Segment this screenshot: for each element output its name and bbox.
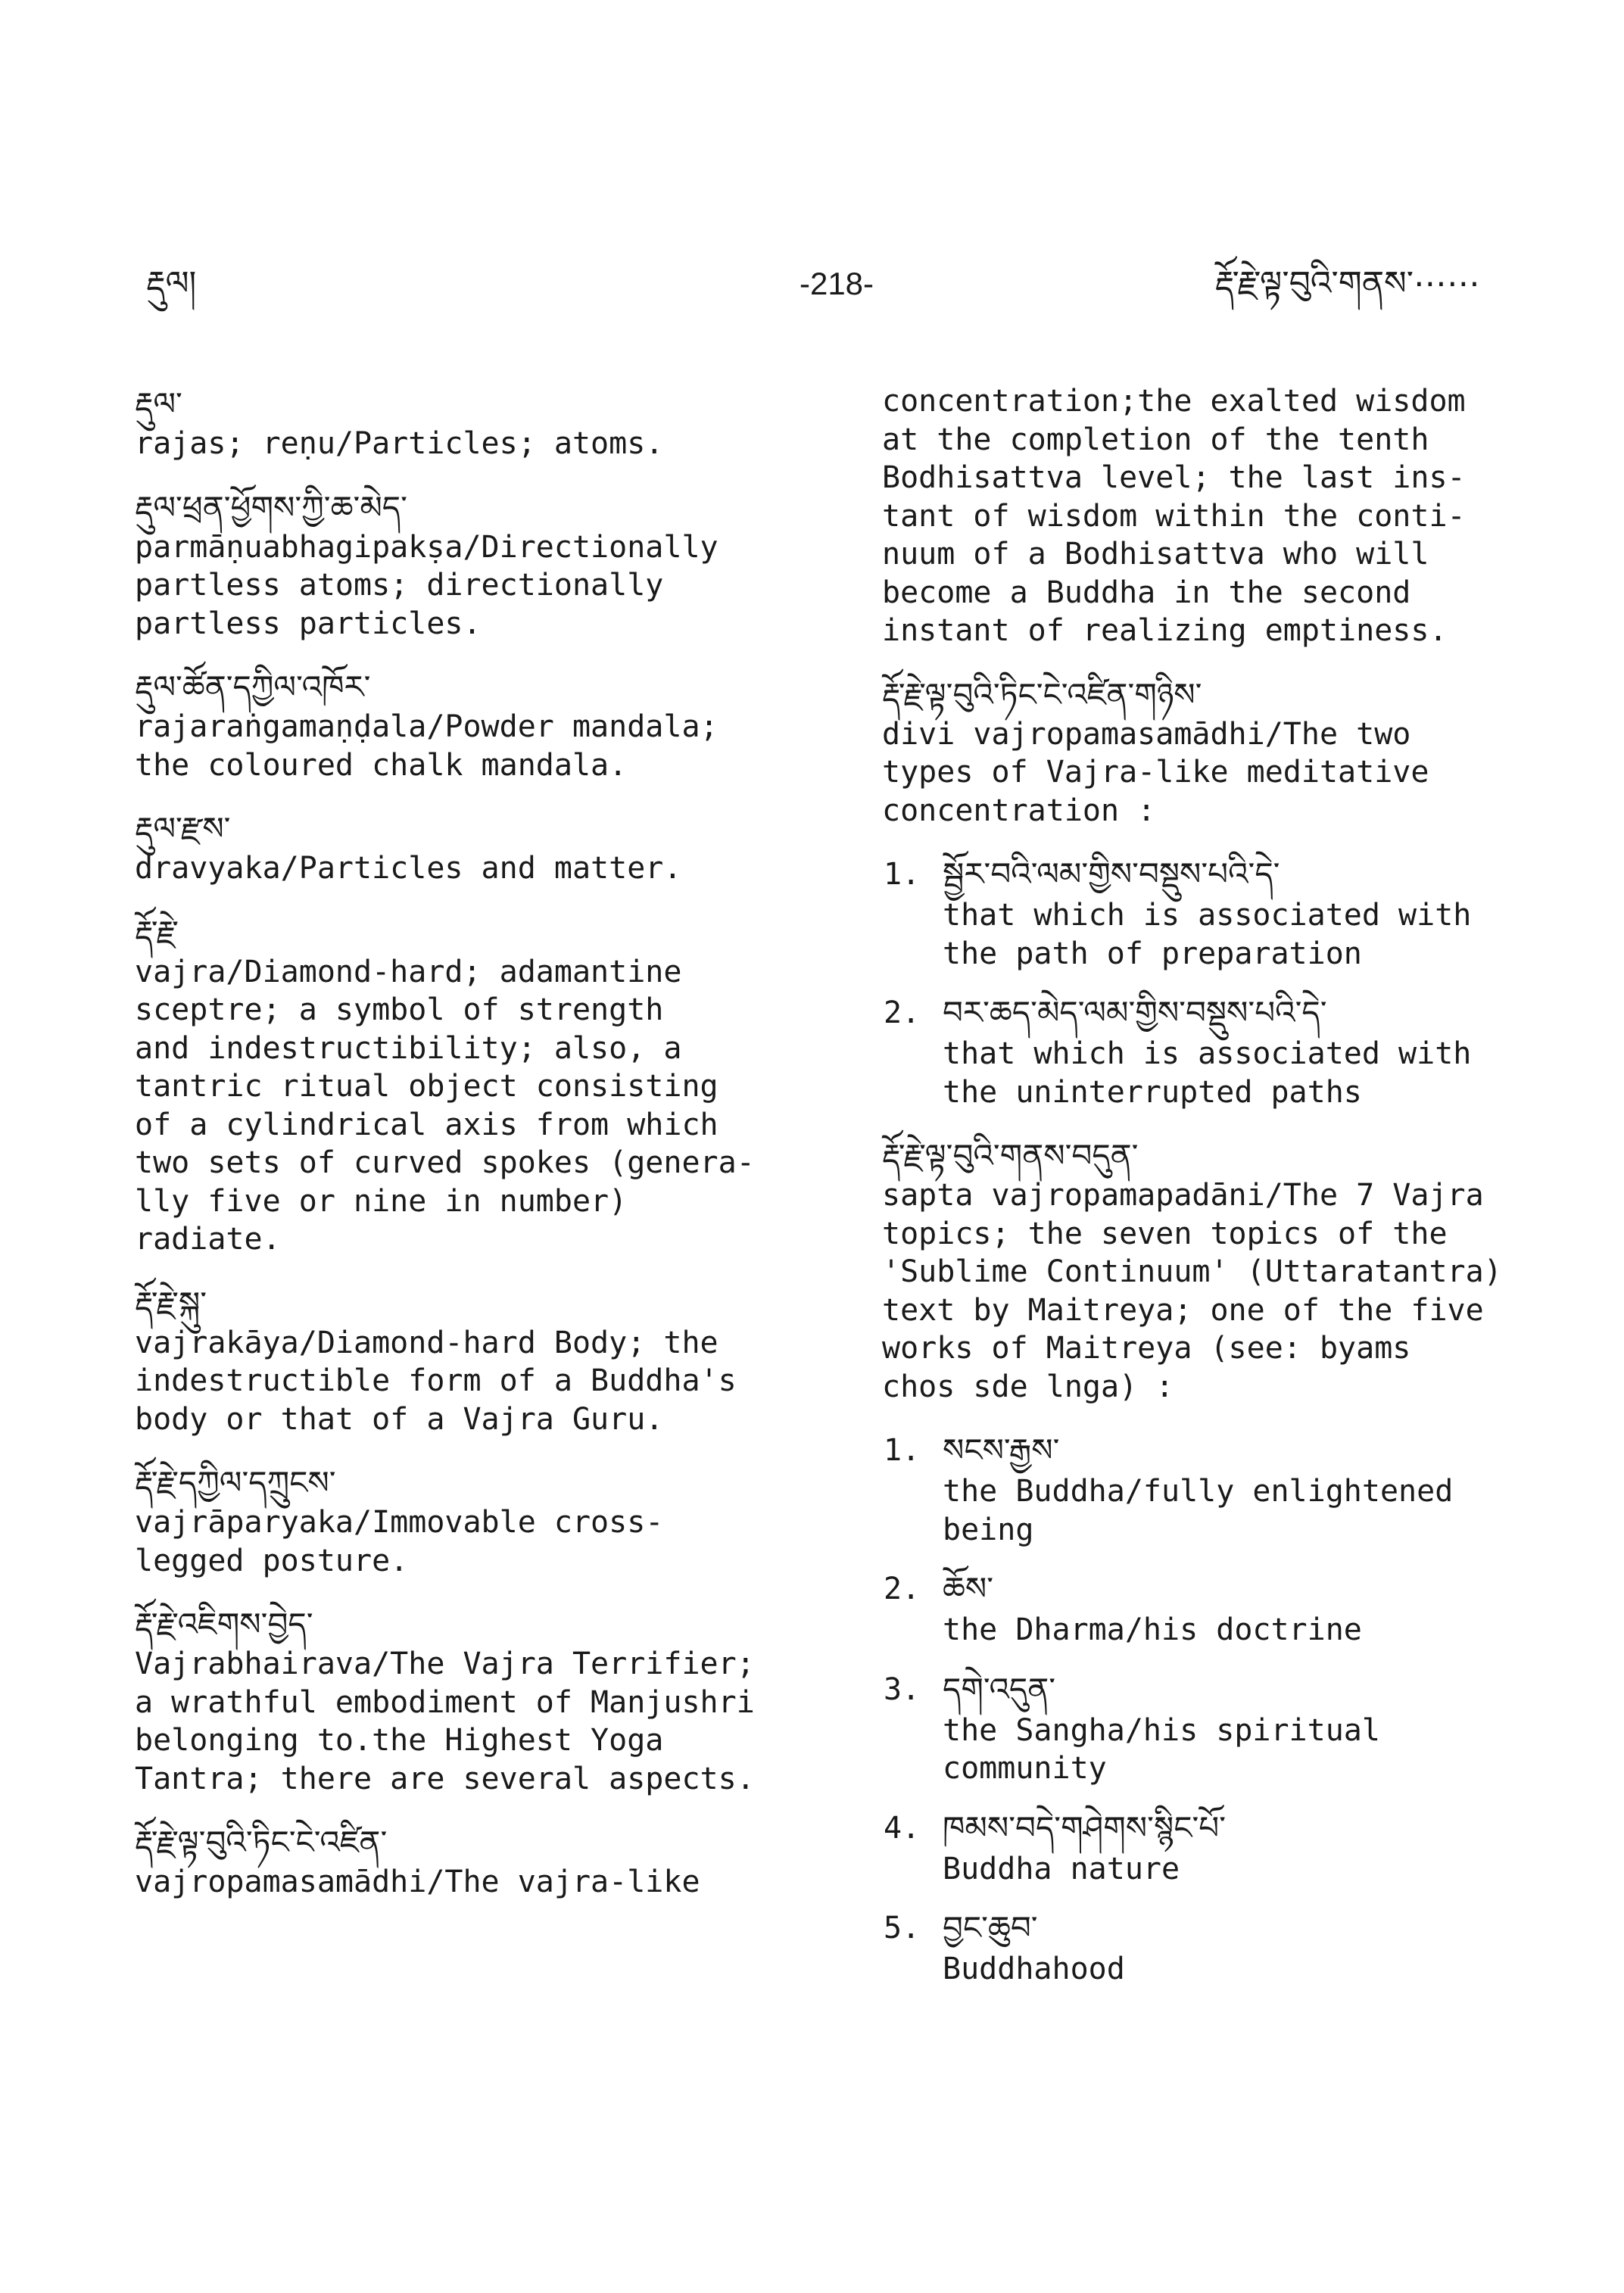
numbered-list: [882, 1428, 1563, 1989]
dictionary-entry: [135, 665, 816, 784]
entry-definition: vajrāparyaka/Immovable cross- legged posture.: [135, 1505, 664, 1578]
entry-definition: divi vajropamasamādhi/The two types of Vajra-like meditative concentration :: [882, 716, 1429, 828]
dictionary-entry: [135, 1282, 816, 1439]
list-item-text: that which is associated with the path of preparation: [943, 898, 1472, 971]
entry-tibetan-term: རྡོ་རྗེ་སྐུ་: [135, 1284, 207, 1322]
list-number: 1.: [884, 1433, 921, 1468]
entry-definition: vajropamasamādhi/The vajra-like: [135, 1865, 700, 1899]
list-item: [882, 1906, 1563, 1989]
entry-tibetan-term: རྡོ་རྗེ་: [135, 913, 179, 951]
list-item: [882, 1567, 1563, 1650]
header-right-term: རྡོ་རྗེ་ལྟ་བུའི་གནས་⋯⋯: [1214, 264, 1480, 303]
entry-definition: dravyaka/Particles and matter.: [135, 851, 682, 886]
dictionary-entry: [135, 382, 816, 463]
list-item-tibetan: སངས་རྒྱས་: [943, 1432, 1060, 1469]
entry-definition: sapta vajropamapadāni/The 7 Vajra topics; the seven topics of the 'Sublime Continuum' (Uttaratantra) text by Maitreya; one of the five works of Maitreya (see: byams chos sde lnga) :: [882, 1178, 1502, 1404]
entry-tibetan-term: རྡོ་རྗེ་ལྟ་བུའི་ཏིང་ངེ་འཛིན་གཉིས་: [882, 675, 1202, 713]
entry-tibetan-term: རྡོ་རྗེ་དཀྱིལ་དཀྲུངས་: [135, 1464, 336, 1501]
entry-definition: rajaraṅgamaṇḍala/Powder mandala; the coloured chalk mandala.: [135, 709, 718, 783]
entry-definition: vajra/Diamond-hard; adamantine sceptre; a symbol of strength and indestructibility; also, a tantric ritual object consisting of a cylindrical axis from which two sets of curved spokes (genera- lly five or nine in number) radiate.: [135, 954, 755, 1257]
entry-tibetan-term: རྡོ་རྗེ་ལྟ་བུའི་ཏིང་ངེ་འཛིན་: [135, 1824, 388, 1861]
list-item-text: the Dharma/his doctrine: [943, 1612, 1362, 1647]
entry-tibetan-term: རྡོ་རྗེ་འཇིགས་བྱེད་: [135, 1606, 313, 1643]
list-item-tibetan: ཆོས་: [943, 1570, 994, 1607]
dictionary-entry: [135, 911, 816, 1259]
dictionary-entry: [135, 1461, 816, 1580]
entry-definition: vajrakāya/Diamond-hard Body; the indestructible form of a Buddha's body or that of a Vajra Guru.: [135, 1325, 737, 1437]
header-left-term: རྡུལ།: [146, 264, 197, 303]
list-number: 1.: [884, 857, 921, 892]
list-item-text: that which is associated with the uninterrupted paths: [943, 1036, 1472, 1110]
right-column: [882, 382, 1563, 2011]
list-item-text: Buddhahood: [943, 1952, 1125, 1986]
list-item-tibetan: བར་ཆད་མེད་ལམ་གྱིས་བསྡུས་པའི་དེ་: [943, 994, 1327, 1031]
list-item-tibetan: དགེ་འདུན་: [943, 1670, 1056, 1708]
list-item: [882, 1668, 1563, 1788]
list-number: 2.: [884, 1572, 921, 1606]
list-number: 5.: [884, 1911, 921, 1946]
entry-tibetan-term: རྡུལ་ཕྲན་ཕྱོགས་ཀྱི་ཆ་མེད་: [135, 488, 407, 526]
dictionary-entry: [135, 1821, 816, 1902]
list-number: 4.: [884, 1810, 921, 1846]
list-item: [882, 852, 1563, 973]
left-column: [135, 382, 816, 1924]
list-item-tibetan: སྦྱོར་བའི་ལམ་གྱིས་བསྡུས་པའི་དེ་: [943, 855, 1280, 893]
entry-definition: Vajrabhairava/The Vajra Terrifier; a wrathful embodiment of Manjushri belonging to.the Highest Yoga Tantra; there are several aspects.: [135, 1647, 755, 1796]
entry-definition: rajas; reṇu/Particles; atoms.: [135, 426, 664, 461]
dictionary-entry: [135, 1603, 816, 1798]
entry-definition: parmāṇuabhagipakṣa/Directionally partless atoms; directionally partless particles.: [135, 529, 718, 641]
dictionary-entry: [135, 486, 816, 643]
numbered-list: [882, 852, 1563, 1111]
dictionary-entry: [882, 1134, 1563, 1406]
page-number: -218-: [799, 266, 874, 301]
list-number: 2.: [884, 995, 921, 1030]
dictionary-entry: [882, 673, 1563, 830]
list-item-text: the Buddha/fully enlightened being: [943, 1474, 1454, 1547]
entry-tibetan-term: རྡུལ་ཚོན་དཀྱིལ་འཁོར་: [135, 668, 371, 706]
list-item-tibetan: ཁམས་བདེ་གཤེགས་སྙིང་པོ་: [943, 1809, 1227, 1846]
dictionary-entry: [135, 807, 816, 888]
list-item: [882, 1806, 1563, 1889]
entry-tibetan-term: རྡུལ་: [135, 385, 182, 422]
page-header: [0, 265, 1624, 318]
entry-tibetan-term: རྡུལ་རྫས་: [135, 810, 231, 847]
continued-definition: concentration;the exalted wisdom at the completion of the tenth Bodhisattva level; the last ins- tant of wisdom within the conti- nuum of a Bodhisattva who will become a Buddha in the second instant of realizing emptiness.: [882, 384, 1466, 648]
list-item: [882, 1428, 1563, 1549]
list-item-tibetan: བྱང་ཆུབ་: [943, 1909, 1038, 1946]
list-item: [882, 991, 1563, 1111]
list-item-text: the Sangha/his spiritual community: [943, 1712, 1380, 1786]
list-number: 3.: [884, 1671, 921, 1707]
list-item-text: Buddha nature: [943, 1851, 1180, 1886]
entry-tibetan-term: རྡོ་རྗེ་ལྟ་བུའི་གནས་བདུན་: [882, 1137, 1139, 1174]
